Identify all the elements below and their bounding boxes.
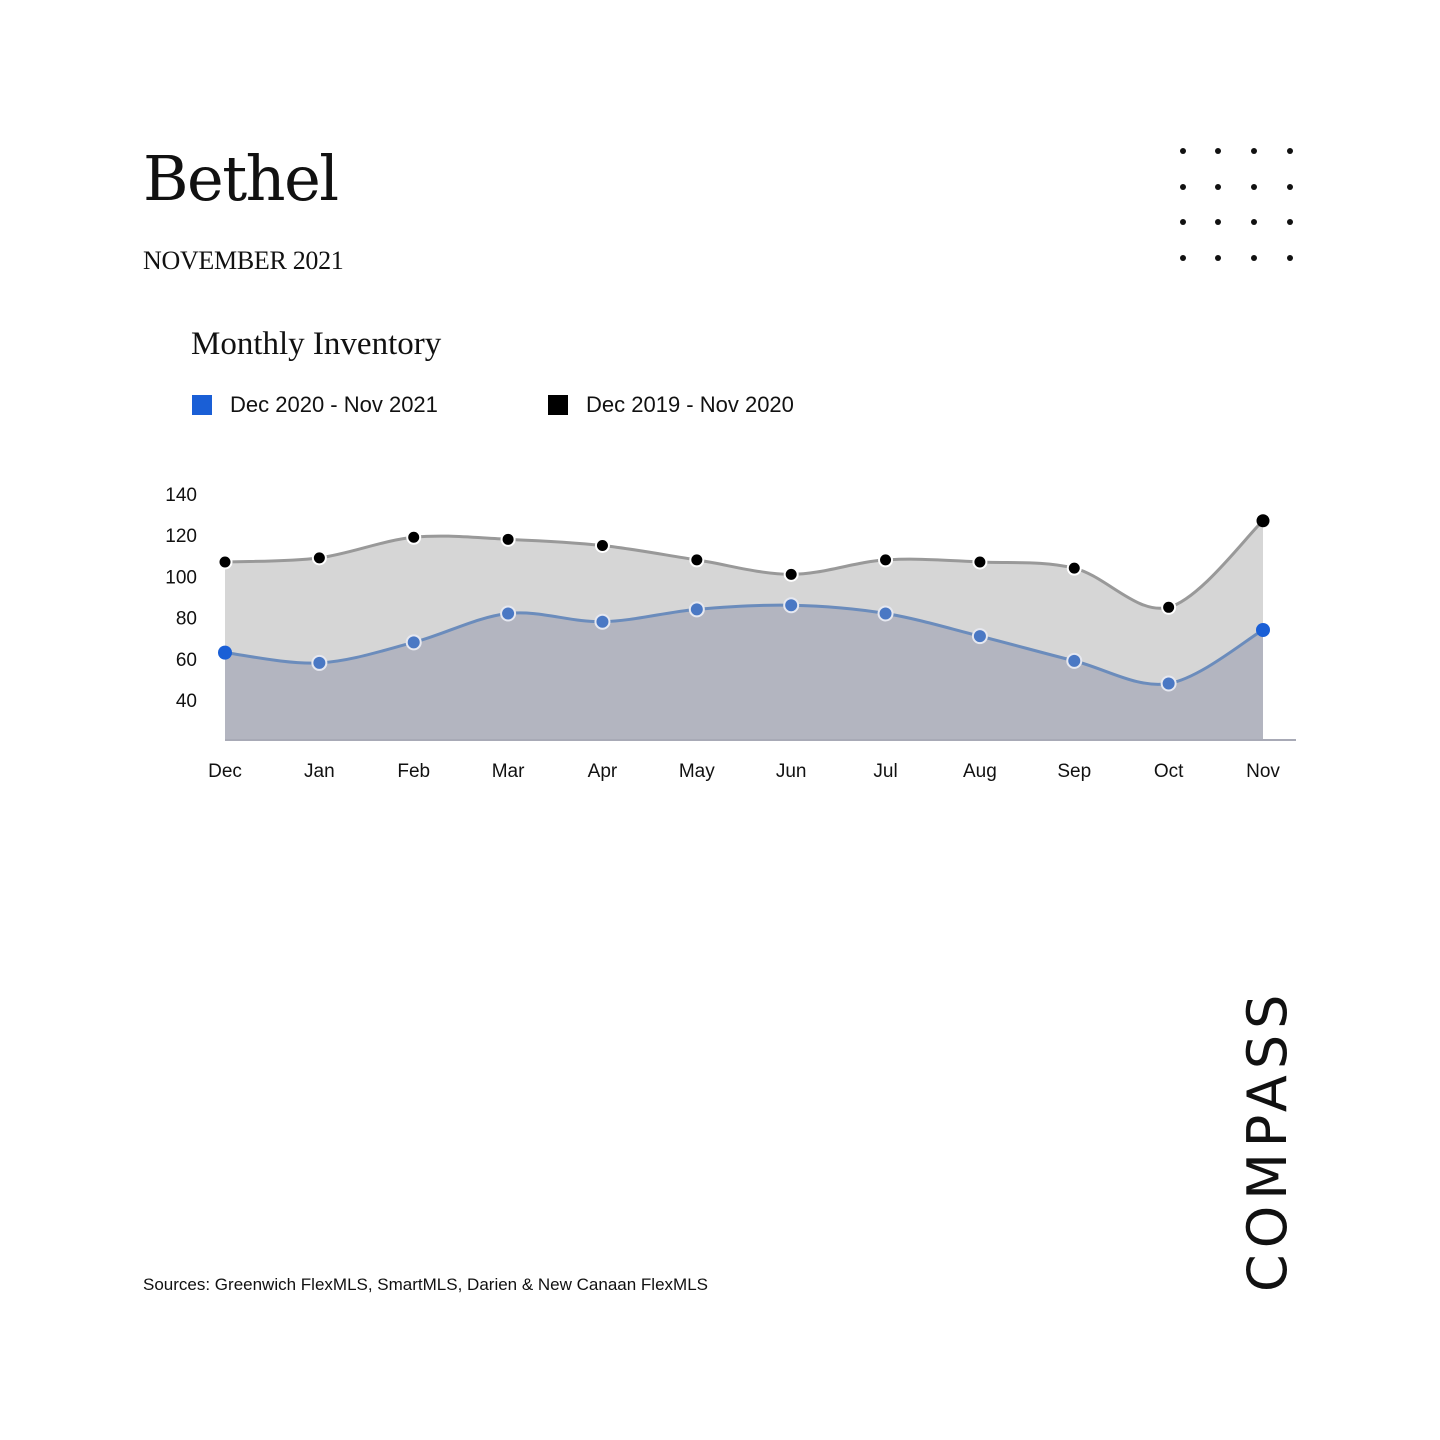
current-series-point <box>879 606 893 620</box>
y-tick-label: 120 <box>165 526 197 548</box>
prior-series-point <box>219 555 232 568</box>
x-tick-label: Jun <box>775 761 807 782</box>
x-tick-label: Aug <box>963 761 997 782</box>
prior-series-point <box>690 553 703 566</box>
prior-series-point <box>407 531 420 544</box>
current-series-point <box>690 602 704 616</box>
current-series-point <box>1067 654 1081 668</box>
y-tick-label: 40 <box>175 691 197 712</box>
y-tick-label: 100 <box>165 567 197 589</box>
current-series-point <box>312 656 326 670</box>
page-subtitle: NOVEMBER 2021 <box>143 246 344 275</box>
x-tick-label: May <box>678 761 715 782</box>
x-tick-label: Feb <box>397 761 431 782</box>
current-series-point <box>973 629 987 643</box>
current-series-point <box>218 646 232 660</box>
prior-series-point <box>596 539 609 552</box>
current-series-point <box>407 635 421 649</box>
prior-series-point <box>502 533 515 546</box>
chart-title: Monthly Inventory <box>191 326 442 362</box>
x-tick-label: Apr <box>587 761 618 782</box>
current-series-point <box>595 615 609 629</box>
x-tick-label: Sep <box>1057 761 1092 782</box>
current-series-point <box>784 598 798 612</box>
prior-series-point <box>973 555 986 568</box>
prior-series-point <box>785 568 798 581</box>
current-series-point <box>1256 623 1270 637</box>
y-tick-label: 60 <box>175 649 197 671</box>
prior-series-point <box>879 553 892 566</box>
x-tick-label: Dec <box>208 761 242 782</box>
prior-series-point <box>1068 562 1081 575</box>
current-series-point <box>501 606 515 620</box>
current-series-point <box>1162 677 1176 691</box>
compass-logo-text: COMPASS <box>1236 988 1299 1292</box>
x-tick-label: Jan <box>304 761 335 782</box>
x-tick-label: Jul <box>873 761 898 782</box>
legend-label-prior: Dec 2019 - Nov 2020 <box>586 392 794 417</box>
prior-series-point <box>1162 601 1175 614</box>
x-tick-label: Mar <box>491 761 525 782</box>
page-title: Bethel <box>143 142 338 215</box>
x-tick-label: Nov <box>1246 761 1280 782</box>
prior-series-point <box>1257 514 1270 527</box>
x-tick-label: Oct <box>1153 761 1184 782</box>
source-note: Sources: Greenwich FlexMLS, SmartMLS, Darien & New Canaan FlexMLS <box>143 1275 708 1294</box>
prior-series-point <box>313 551 326 564</box>
y-tick-label: 80 <box>175 608 197 630</box>
y-tick-label: 140 <box>165 485 197 506</box>
legend-label-current: Dec 2020 - Nov 2021 <box>230 392 438 417</box>
